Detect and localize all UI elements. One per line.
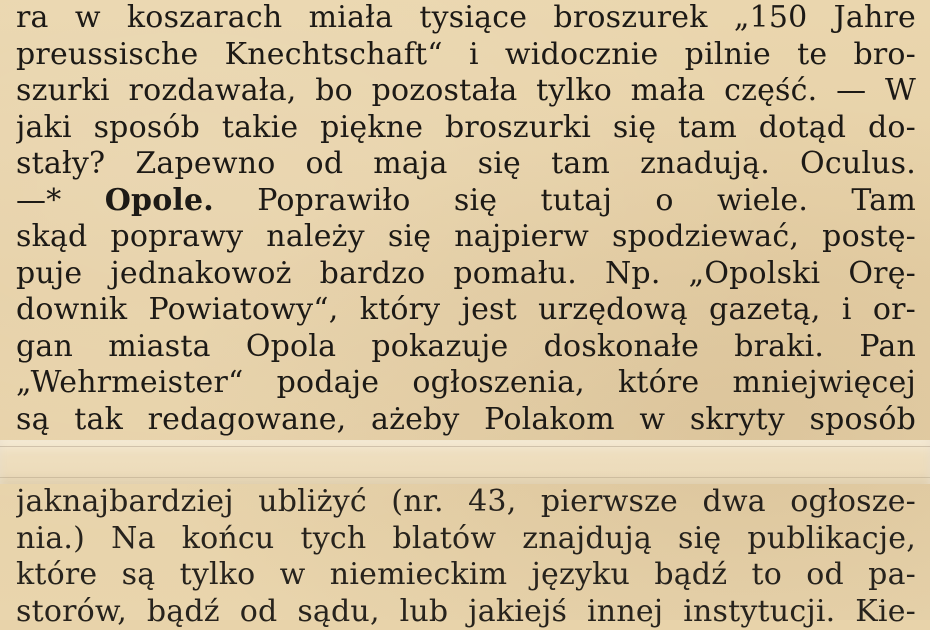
- opole-section-heading-line: [16, 183, 916, 220]
- text-line: preussische Knechtschaft“ i widocznie pilnie te bro-: [16, 37, 916, 74]
- text-line: stały? Zapewno od maja się tam znadują. Oculus.: [16, 146, 916, 183]
- em-dash-star: —*: [16, 183, 105, 218]
- column-gap-divider: [0, 440, 930, 484]
- text-line: jaknajbardziej ubliżyć (nr. 43, pierwsze dwa ogłosze-: [16, 484, 916, 521]
- text-line: są tak redagowane, ażeby Polakom w skryty sposób: [16, 402, 916, 439]
- text-line: „Wehrmeister“ podaje ogłoszenia, które mniejwięcej: [16, 365, 916, 402]
- text-line: gan miasta Opola pokazuje doskonałe braki. Pan: [16, 329, 916, 366]
- text-line: szurki rozdawała, bo pozostała tylko mała część. — W: [16, 73, 916, 110]
- text-line: skąd poprawy należy się najpierw spodziewać, postę-: [16, 219, 916, 256]
- article-bottom-column: [16, 484, 916, 630]
- text-line: ra w koszarach miała tysiące broszurek „150 Jahre: [16, 0, 916, 37]
- opole-lead-text: Poprawiło się tutaj o wiele. Tam: [214, 183, 916, 218]
- opole-title: Opole.: [105, 183, 214, 218]
- text-line: storów, bądź od sądu, lub jakiejś innej instytucji. Kie-: [16, 594, 916, 630]
- text-line: nia.) Na końcu tych blatów znajdują się publikacje,: [16, 521, 916, 558]
- text-line: które są tylko w niemieckim języku bądź to od pa-: [16, 557, 916, 594]
- article-top-column: [16, 0, 916, 438]
- text-line: downik Powiatowy“, który jest urzędową gazetą, i or-: [16, 292, 916, 329]
- text-line: puje jednakowoż bardzo pomału. Np. „Opolski Orę-: [16, 256, 916, 293]
- text-line: jaki sposób takie piękne broszurki się tam dotąd do-: [16, 110, 916, 147]
